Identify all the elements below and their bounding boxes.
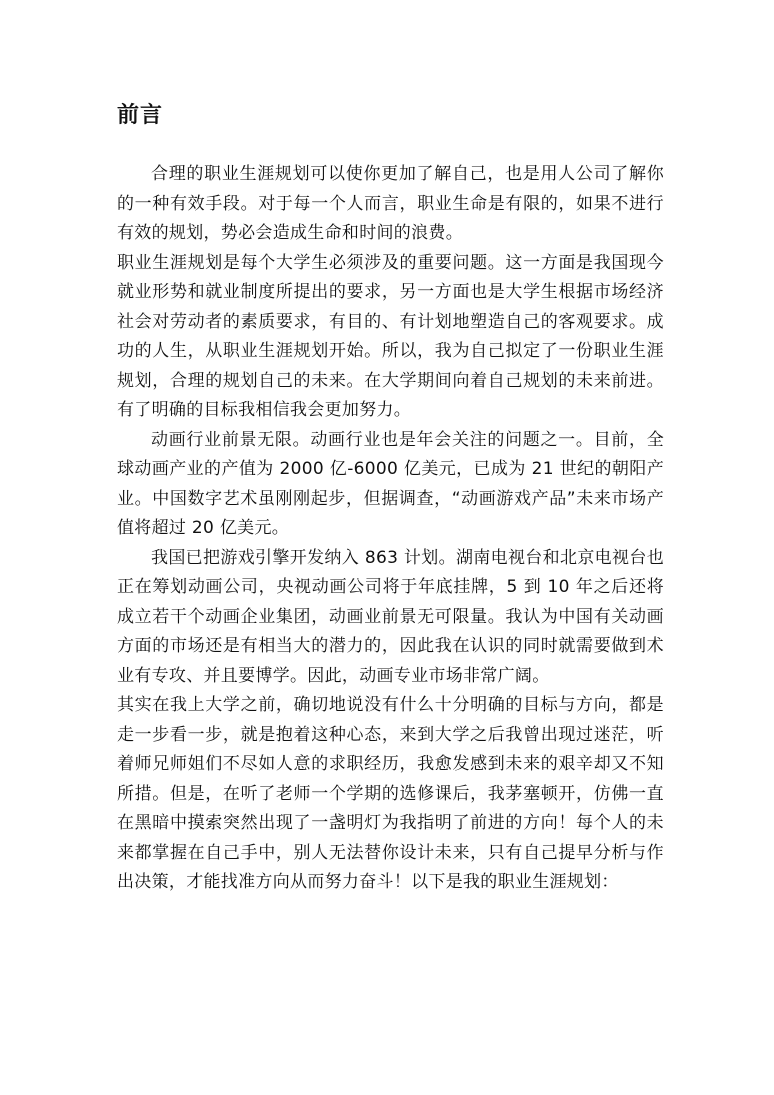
paragraph-2: 职业生涯规划是每个大学生必须涉及的重要问题。这一方面是我国现今就业形势和就业制度所提出的要求，另一方面也是大学生根据市场经济社会对劳动者的素质要求，有目的、有计划地塑造自己的客观要求。成功的人生，从职业生涯规划开始。所以，我为自己拟定了一份职业生涯规划，合理的规划自己的未来。在大学期间向着自己规划的未来前进。有了明确的目标我相信我会更加努力。: [117, 252, 664, 420]
paragraph-4: 我国已把游戏引擎开发纳入 863 计划。湖南电视台和北京电视台也正在筹划动画公司，央视动画公司将于年底挂牌，5 到 10 年之后还将成立若干个动画企业集团，动画业前景无可限量。我认为中国有关动画方面的市场还是有相当大的潜力的，因此我在认识的同时就需要做到术业有专攻、并且要博学。因此，动画专业市场非常广阔。: [117, 547, 664, 686]
paragraph-3: 动画行业前景无限。动画行业也是年会关注的问题之一。目前，全球动画产业的产值为 2000 亿-6000 亿美元，已成为 21 世纪的朝阳产业。中国数字艺术虽刚刚起步，但据调查，“动画游戏产品”未来市场产值将超过 20 亿美元。: [117, 429, 664, 538]
paragraph-1: 合理的职业生涯规划可以使你更加了解自己，也是用人公司了解你的一种有效手段。对于每一个人而言，职业生命是有限的，如果不进行有效的规划，势必会造成生命和时间的浪费。: [117, 164, 664, 243]
paragraph-5: 其实在我上大学之前，确切地说没有什么十分明确的目标与方向，都是走一步看一步，就是抱着这种心态，来到大学之后我曾出现过迷茫，听着师兄师姐们不尽如人意的求职经历，我愈发感到未来的艰辛却又不知所措。但是，在听了老师一个学期的选修课后，我茅塞顿开，仿佛一直在黑暗中摸索突然出现了一盏明灯为我指明了前进的方向！每个人的未来都掌握在自己手中，别人无法替你设计未来，只有自己提早分析与作出决策，才能找准方向从而努力奋斗！以下是我的职业生涯规划：: [117, 695, 664, 892]
document-body: [117, 160, 664, 898]
page-title: 前言: [117, 103, 164, 128]
